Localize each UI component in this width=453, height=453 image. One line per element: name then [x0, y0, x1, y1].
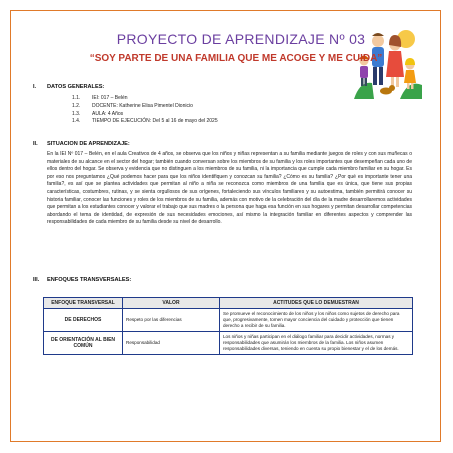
valor-cell: Respeto por las diferencias — [123, 309, 220, 332]
transversal-approaches-table — [43, 297, 413, 355]
item-number: 1.3. — [72, 110, 81, 117]
list-item — [72, 103, 218, 111]
valor-cell: Responsabilidad — [123, 332, 220, 355]
list-item — [72, 95, 218, 103]
actitudes-cell: Se promueve el reconocimiento de los niños y los niños como sujetos de derecho para que, progresivamente, tomen mayor conciencia del cuidado y protección que tienen derecho a recibir de su familia. — [220, 309, 413, 332]
section-number: III. — [33, 277, 40, 283]
section-number: I. — [33, 84, 37, 90]
item-value: DOCENTE: Katherine Elisa Pimentel Dionicio — [92, 102, 193, 109]
table-header-cell: VALOR — [123, 298, 220, 309]
enfoque-cell: DE ORIENTACIÓN AL BIEN COMÚN — [44, 332, 123, 355]
actitudes-cell: Los niños y niñas participan en el diálogo familiar para decidir actividades, normas y responsabilidades que asumirán los miembros de la familia. Los niños asumen responsabilidades diversas, teniendo en cuenta su propio bienestar y el de los demás. — [220, 332, 413, 355]
enfoque-cell: DE DERECHOS — [44, 309, 123, 332]
table-header-cell: ACTITUDES QUE LO DEMUESTRAN — [220, 298, 413, 309]
table-header-cell: ENFOQUE TRANSVERSAL — [44, 298, 123, 309]
section-heading-transversal: ENFOQUES TRANSVERSALES: — [47, 277, 132, 283]
section-heading-situation: SITUACION DE APRENDIZAJE: — [47, 141, 130, 147]
page-subtitle: “SOY PARTE DE UNA FAMILIA QUE ME ACOGE Y ME CUIDA” — [89, 53, 383, 64]
table-row — [44, 309, 413, 332]
item-value: TIEMPO DE EJECUCIÓN: Del 5 al 16 de mayo del 2025 — [92, 118, 218, 125]
table-header-row — [44, 298, 413, 309]
item-value: AULA: 4 Años — [92, 110, 124, 117]
page-title: PROYECTO DE APRENDIZAJE Nº 03 — [116, 31, 366, 47]
section-heading-general-data: DATOS GENERALES: — [47, 84, 105, 90]
list-item — [72, 118, 218, 126]
section-number: II. — [33, 141, 38, 147]
item-value: IEI: 017 – Belén — [92, 95, 128, 101]
item-number: 1.2. — [72, 102, 81, 109]
document-page — [10, 10, 441, 442]
table-row — [44, 332, 413, 355]
general-data-list — [72, 95, 218, 126]
situation-paragraph: En la IEI Nº 017 – Belén, en el aula Creativos de 4 años, se observa que los niños y niñas representan a su familia mediante juegos de roles y con sus muñecas o materiales de su alcance en el sector del hogar; también cuando conversan sobre los miembros de su familia y los roles importantes que desempeñan cada uno de ellos dentro del hogar. Se observa y evidencia que no distinguen a los miembros de su familia, ni la importancia que cumple cada miembro familiar en su hogar. Es por eso nos preguntamos ¿Qué podemos hacer para que los niños identifiquen y conozcan su familia? ¿Cómo es su familia? ¿Por qué es importante tener una familia?, es así que se plantea actividades que permitan al niño a niña se reconozca como miembros de una familia que es única, que tiene sus propias características, costumbres, rutinas, y se sienta orgullosos de sus orígenes, fortaleciendo sus vínculos familiares y su autoestima, también permitirá conocer su historia familiar, conocer las funciones y roles de los miembros de su familia, además con motivo de la celebración del día de la madre desarrollaremos actividades que permitan a los estudiantes conocer y valorar el trabajo que sus madres o la persona que haga esa función en sus hogares y permitan desarrollar competencias abordando el tema de identidad, de expresión de sus necesidades emociones, así mismo la integración familiar en diferentes aspectos y comprender las responsabilidades de cada miembro de su familia desde su nivel de desarrollo. — [47, 151, 412, 226]
item-number: 1.1. — [72, 95, 81, 101]
item-number: 1.4. — [72, 118, 81, 125]
